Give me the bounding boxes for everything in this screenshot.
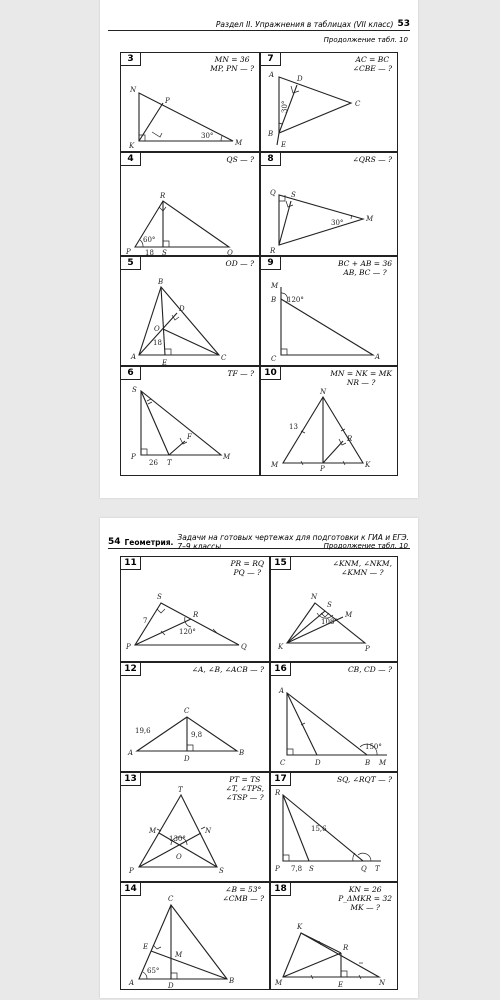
- segment-label: 18: [153, 339, 162, 347]
- label-p: P: [131, 453, 136, 461]
- label-p: P: [126, 248, 131, 255]
- label-r: R: [160, 192, 166, 200]
- label-e: E: [338, 981, 344, 989]
- header-bold: Геометрия.: [124, 537, 174, 547]
- label-m: M: [275, 979, 283, 987]
- label-m: M: [366, 215, 374, 223]
- problem-14: [120, 882, 270, 990]
- figure-17: [271, 773, 397, 881]
- segment-label-2: 9,8: [191, 731, 203, 739]
- label-f: F: [187, 433, 192, 441]
- label-q: Q: [227, 249, 233, 255]
- label-s: S: [157, 593, 162, 601]
- label-m: M: [149, 827, 157, 835]
- figure-5: [121, 257, 259, 365]
- problem-number: 10: [261, 367, 281, 380]
- segment-label: 26: [149, 459, 158, 467]
- label-b: B: [229, 977, 235, 985]
- problem-task: QS — ?: [226, 155, 254, 164]
- problem-number: 13: [121, 773, 141, 786]
- label-s: S: [162, 249, 167, 255]
- figure-8: [261, 153, 397, 255]
- problem-8: [260, 152, 398, 256]
- problem-17: [270, 772, 398, 882]
- label-c: C: [221, 354, 227, 362]
- problem-task: ∠B = 53° ∠CMB — ?: [222, 885, 264, 903]
- angle-label: 30°: [331, 219, 344, 227]
- problem-task: ∠A, ∠B, ∠ACB — ?: [191, 665, 264, 674]
- label-k: K: [129, 142, 135, 150]
- problem-10: [260, 366, 398, 476]
- label-k: K: [297, 923, 303, 931]
- problem-3: [120, 52, 260, 152]
- label-o: O: [154, 325, 160, 333]
- segment-label: 18: [145, 249, 154, 255]
- label-n: N: [320, 388, 327, 396]
- angle-label: 60°: [143, 236, 156, 244]
- label-s: S: [219, 867, 224, 875]
- label-q: Q: [270, 189, 276, 197]
- problem-task: TF — ?: [227, 369, 254, 378]
- label-n: N: [205, 827, 212, 835]
- label-n: N: [379, 979, 386, 987]
- problem-13: [120, 772, 270, 882]
- label-d: D: [179, 305, 185, 313]
- angle-label: 108°: [321, 618, 338, 626]
- label-r: R: [193, 611, 199, 619]
- label-p: P: [129, 867, 134, 875]
- header-text: Раздел II. Упражнения в таблицах (VII класс): [215, 19, 394, 29]
- segment-label-1: 15,6: [311, 825, 327, 833]
- problem-number: 15: [271, 557, 291, 570]
- label-d: D: [315, 759, 321, 767]
- problem-number: 18: [271, 883, 291, 896]
- label-t: T: [375, 865, 380, 873]
- label-a: A: [279, 687, 285, 695]
- label-e: E: [162, 359, 168, 365]
- problem-11: [120, 556, 270, 662]
- label-p: P: [320, 465, 325, 473]
- problem-task: ∠QRS — ?: [352, 155, 392, 164]
- problem-task: PR = RQ PQ — ?: [230, 559, 264, 577]
- figure-16: [271, 663, 397, 771]
- angle-label: 30°: [281, 100, 289, 113]
- label-n: N: [311, 593, 318, 601]
- label-a: A: [129, 979, 135, 987]
- label-s: S: [309, 865, 314, 873]
- page-53: [100, 0, 418, 498]
- label-m: M: [345, 611, 353, 619]
- problem-16: [270, 662, 398, 772]
- label-k: K: [365, 461, 371, 469]
- label-d: D: [184, 755, 190, 763]
- label-e: E: [143, 943, 149, 951]
- figure-4: [121, 153, 259, 255]
- figure-6: [121, 367, 259, 475]
- label-d: D: [168, 982, 174, 989]
- label-n: N: [130, 86, 137, 94]
- problem-task: OD — ?: [225, 259, 254, 268]
- label-a: A: [375, 353, 381, 361]
- problem-number: 9: [261, 257, 281, 270]
- running-header: [108, 18, 410, 31]
- label-c: C: [280, 759, 286, 767]
- problem-task: CB, CD — ?: [347, 665, 392, 674]
- label-c: C: [168, 895, 174, 903]
- angle-label: 30°: [201, 132, 214, 140]
- problem-number: 8: [261, 153, 281, 166]
- problem-task: PT = TS ∠T, ∠TPS, ∠TSP — ?: [225, 775, 264, 802]
- label-m: M: [271, 282, 279, 290]
- problem-number: 5: [121, 257, 141, 270]
- label-t: T: [178, 786, 183, 794]
- angle-label: 150°: [365, 743, 382, 751]
- problem-task: AC = BC ∠CBE — ?: [352, 55, 392, 73]
- problem-number: 6: [121, 367, 141, 380]
- label-r: R: [347, 435, 353, 443]
- problem-number: 11: [121, 557, 141, 570]
- label-c: C: [184, 707, 190, 715]
- label-p: P: [165, 97, 170, 105]
- page-number: 53: [397, 19, 410, 29]
- label-b: B: [268, 130, 274, 138]
- problem-task: KN = 26 P_ΔMKR = 32 MK — ?: [338, 885, 392, 912]
- problem-number: 4: [121, 153, 141, 166]
- label-a: A: [269, 71, 275, 79]
- segment-label-2: 7,8: [291, 865, 303, 873]
- problem-number: 7: [261, 53, 281, 66]
- label-d: D: [297, 75, 303, 83]
- page-54: [100, 518, 418, 998]
- label-m: M: [379, 759, 387, 767]
- label-m: M: [223, 453, 231, 461]
- problem-4: [120, 152, 260, 256]
- angle-label: 65°: [147, 967, 160, 975]
- problem-7: [260, 52, 398, 152]
- label-m: M: [175, 951, 183, 959]
- label-e: E: [281, 141, 287, 149]
- label-b: B: [365, 759, 371, 767]
- header-text: Задачи на готовых чертежах для подготовки к ГИА и ЕГЭ. 7–9 классы: [177, 533, 410, 551]
- label-t: T: [167, 459, 172, 467]
- figure-12: [121, 663, 269, 771]
- label-m: M: [235, 139, 243, 147]
- label-c: C: [355, 100, 361, 108]
- label-p: P: [126, 643, 131, 651]
- problem-18: [270, 882, 398, 990]
- label-k: K: [278, 643, 284, 651]
- label-o: O: [176, 853, 182, 861]
- problem-number: 12: [121, 663, 141, 676]
- segment-label-1: 19,6: [135, 727, 151, 735]
- segment-label: 7: [143, 617, 148, 625]
- label-b: B: [271, 296, 277, 304]
- page-number: 54: [108, 537, 121, 547]
- continued-caption: Продолжение табл. 10: [323, 36, 408, 44]
- label-s: S: [291, 191, 296, 199]
- label-a: A: [131, 353, 137, 361]
- angle-label: 130°: [169, 835, 186, 843]
- segment-label: 13: [289, 423, 298, 431]
- label-p: P: [275, 865, 280, 873]
- problem-task: SQ, ∠RQT — ?: [336, 775, 392, 784]
- label-q: Q: [241, 643, 247, 651]
- label-b: B: [239, 749, 245, 757]
- problem-number: 16: [271, 663, 291, 676]
- label-a: A: [128, 749, 134, 757]
- problem-12: [120, 662, 270, 772]
- label-r: R: [275, 789, 281, 797]
- problem-6: [120, 366, 260, 476]
- problem-number: 3: [121, 53, 141, 66]
- label-r: R: [270, 247, 276, 255]
- problem-task: ∠KNM, ∠NKM, ∠KMN — ?: [332, 559, 392, 577]
- label-s: S: [132, 386, 137, 394]
- problem-15: [270, 556, 398, 662]
- label-c: C: [271, 355, 277, 363]
- label-m: M: [271, 461, 279, 469]
- label-s: S: [327, 601, 332, 609]
- problem-task: MN = 36 MP, PN — ?: [210, 55, 254, 73]
- angle-label: 120°: [179, 628, 196, 636]
- label-r: R: [343, 944, 349, 952]
- label-p: P: [365, 645, 370, 653]
- continued-caption: Продолжение табл. 10: [323, 542, 408, 550]
- problem-9: [260, 256, 398, 366]
- label-b: B: [158, 278, 164, 286]
- problem-number: 17: [271, 773, 291, 786]
- problem-5: [120, 256, 260, 366]
- angle-label: 120°: [287, 296, 304, 304]
- label-q: Q: [361, 865, 367, 873]
- problem-task: BC + AB = 36 AB, BC — ?: [338, 259, 392, 277]
- problem-number: 14: [121, 883, 141, 896]
- problem-task: MN = NK = MK NR — ?: [330, 369, 392, 387]
